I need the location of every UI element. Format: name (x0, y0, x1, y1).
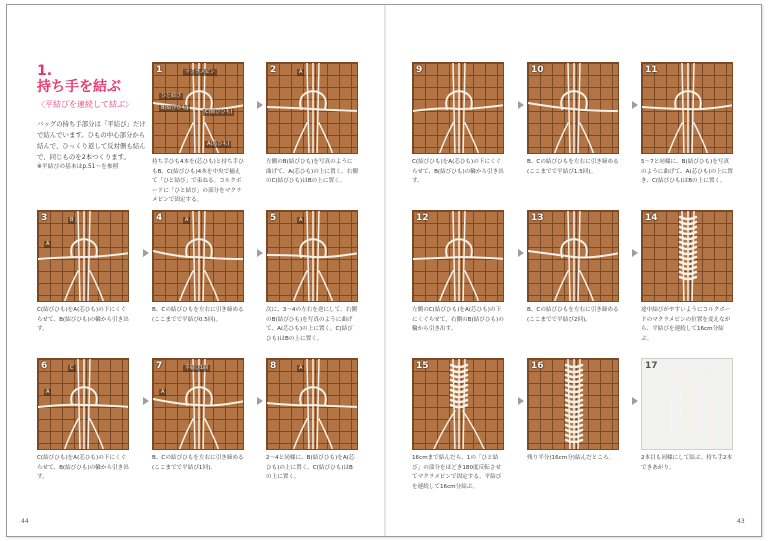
cord-strand (319, 271, 333, 302)
cord-strand (293, 123, 307, 154)
section-heading (37, 63, 121, 95)
cord-illustration (528, 63, 619, 154)
step-caption-5: 次に、3～4の左右を逆にして、右側のB(結びひも)を写真のように曲げて、A(芯ひも)の上に置く。C(結びひも)はBの上に置く。 (266, 307, 357, 342)
step-number: 5 (270, 213, 277, 223)
cord-strand (313, 109, 358, 111)
next-step-arrow-icon (257, 101, 263, 109)
cord-illustration (153, 359, 244, 450)
page-number-right: 43 (737, 518, 745, 525)
book-spread (6, 4, 762, 537)
step-number: 16 (531, 361, 544, 371)
photo-label: A (46, 241, 50, 247)
cord-strand (574, 109, 619, 111)
step-photo-11 (641, 62, 733, 154)
cord-strand (90, 271, 104, 302)
reference-note: ※平結びの基本はp.51～を参照 (37, 164, 119, 170)
step-photo-10 (527, 62, 619, 154)
cord-illustration (267, 63, 358, 154)
step-caption-9: C(結びひも)をA(芯ひも)の下にくぐらせて、B(結びひも)の輪から引き出す。 (412, 159, 504, 184)
cord-strand (688, 105, 733, 109)
section-title: 持ち手を結ぶ (37, 79, 121, 95)
step-photo-4 (152, 210, 244, 302)
cord-strand (439, 123, 453, 154)
cord-strand (319, 123, 333, 154)
step-photo-5 (266, 210, 358, 302)
cord-strand (465, 123, 479, 154)
cord-illustration (153, 211, 244, 302)
next-step-arrow-icon (257, 397, 263, 405)
cord-strand (642, 107, 688, 109)
cord-strand (680, 367, 686, 445)
cord-illustration (413, 211, 504, 302)
step-number: 17 (645, 361, 658, 371)
step-photo-9 (412, 62, 504, 154)
photo-label: B (70, 217, 74, 223)
cord-strand (84, 405, 129, 407)
cord-illustration (642, 63, 733, 154)
cord-strand (313, 405, 358, 407)
step-caption-14: 途中結びがやすいようにコルクボードのマクラメピンの位置を変えながら、平結びを連続して16cm分結ぶ。 (641, 307, 731, 342)
next-step-arrow-icon (257, 249, 263, 257)
cord-strand (528, 103, 574, 109)
section-number: 1. (37, 63, 53, 79)
step-number: 14 (645, 213, 658, 223)
cord-strand (413, 108, 459, 111)
cord-strand (413, 257, 459, 259)
step-number: 6 (41, 361, 48, 371)
cord-strand (179, 419, 193, 450)
cord-illustration (642, 359, 733, 450)
cord-strand (580, 271, 594, 302)
step-caption-11: 5～7と同様に、B(結びひも)を写真のように曲げて、A(芯ひも)の上に置き、C(結びひも)はBの上に置く。 (641, 159, 733, 184)
photo-label: A (46, 389, 50, 395)
cord-illustration (267, 211, 358, 302)
step-number: 4 (156, 213, 163, 223)
cord-illustration (38, 211, 129, 302)
cord-illustration (38, 359, 129, 450)
cord-strand (179, 123, 193, 154)
cord-strand (205, 123, 219, 154)
next-step-arrow-icon (518, 101, 524, 109)
next-step-arrow-icon (632, 249, 638, 257)
cord-illustration (528, 359, 619, 450)
step-photo-16 (527, 358, 619, 450)
step-number: 8 (270, 361, 277, 371)
step-number: 15 (416, 361, 429, 371)
cord-strand (439, 271, 453, 302)
step-caption-2: 左側のB(結びひも)を写真のように曲げて、A(芯ひも)の上に置く。右側のC(結びひも)はBの上に置く。 (266, 159, 358, 184)
step-caption-8: 2～4と同様に、B(結びひも)をA(芯ひも)の上に置く。C(結びひも)はBの上に置く。 (266, 455, 355, 480)
step-caption-17: 2本目も同様にして結ぶ。持ち手2本できあがり。 (641, 455, 733, 471)
step-number: 12 (416, 213, 429, 223)
step-photo-8 (266, 358, 358, 450)
cord-strand (199, 257, 244, 259)
step-photo-13 (527, 210, 619, 302)
step-number: 7 (156, 361, 163, 371)
cord-strand (293, 419, 307, 450)
photo-label: 平結び1回 (185, 365, 209, 371)
step-caption-7: B、Cの結びひもを左右に引き締める(ここまでで平結び1回)。 (152, 455, 244, 471)
photo-label: A (299, 365, 303, 371)
photo-label: A (299, 217, 303, 223)
cord-strand (153, 251, 199, 257)
cord-strand (205, 419, 219, 450)
cord-illustration (642, 211, 733, 302)
step-number: 1 (156, 65, 163, 75)
cord-strand (267, 403, 313, 405)
cord-strand (706, 367, 712, 445)
step-photo-2 (266, 62, 358, 154)
photo-label: ひと結び (161, 93, 182, 99)
cord-illustration (267, 359, 358, 450)
intro-text: バッグの持ち手部分は「平結び」だけで結んでいます。ひもの中心部分から結んで、ひっくり返して反対側も結んで、同じものを2本つくります。 (37, 120, 146, 161)
next-step-arrow-icon (143, 397, 149, 405)
next-step-arrow-icon (518, 249, 524, 257)
cord-strand (313, 253, 358, 257)
cord-strand (668, 123, 682, 154)
step-photo-12 (412, 210, 504, 302)
cord-strand (433, 411, 455, 450)
step-number: 9 (416, 65, 423, 75)
cord-strand (64, 271, 78, 302)
step-number: 11 (645, 65, 658, 75)
cord-strand (465, 271, 479, 302)
cord-illustration (413, 359, 504, 450)
next-step-arrow-icon (143, 249, 149, 257)
step-caption-13: B、Cの結びひもを左右に引き締める(ここまでで平結び2回)。 (527, 307, 619, 323)
cord-strand (694, 123, 708, 154)
section-subtitle: 〈平結びを連続して結ぶ〉 (37, 100, 133, 109)
page-number-left: 44 (21, 518, 29, 525)
cord-strand (693, 367, 698, 445)
step-caption-10: B、Cの結びひもを左右に引き締める(ここまでで平結び1.5回)。 (527, 159, 619, 175)
step-caption-4: B、Cの結びひもを左右に引き締める(ここまでで平結び0.5回)。 (152, 307, 244, 323)
step-photo-1 (152, 62, 244, 154)
cord-strand (667, 367, 672, 445)
next-step-arrow-icon (518, 397, 524, 405)
cord-strand (38, 257, 84, 259)
photo-label: C(結びひも) (205, 109, 233, 115)
next-step-arrow-icon (632, 397, 638, 405)
page-gutter (384, 5, 386, 536)
cord-strand (574, 253, 619, 258)
cord-strand (153, 399, 199, 405)
step-caption-12: 左側のC(結びひも)をA(芯ひも)の下にくぐらせて、右側のB(結びひも)の輪から引き出す。 (412, 307, 504, 332)
cord-strand (554, 271, 568, 302)
step-caption-6: C(結びひも)をA(芯ひも)の下にくぐらせて、B(結びひも)の輪から引き出す。 (37, 455, 129, 480)
step-caption-16: 残り半分(16cm分)結んだところ。 (527, 455, 615, 461)
step-photo-3 (37, 210, 129, 302)
step-photo-14 (641, 210, 733, 302)
cord-strand (199, 401, 244, 406)
cord-strand (84, 253, 129, 257)
cord-strand (528, 251, 574, 257)
cord-strand (90, 419, 104, 450)
cord-strand (580, 123, 594, 154)
step-caption-3: C(結びひも)をA(芯ひも)の下にくぐらせて、B(結びひも)の輪から引き出す。 (37, 307, 129, 332)
step-number: 13 (531, 213, 544, 223)
photo-label: A (161, 389, 165, 395)
step-photo-7 (152, 358, 244, 450)
photo-label: A (299, 69, 303, 75)
photo-label: C (70, 365, 74, 371)
step-number: 3 (41, 213, 48, 223)
cord-strand (38, 405, 84, 407)
cord-strand (179, 271, 193, 302)
step-photo-17 (641, 358, 733, 450)
step-number: 2 (270, 65, 277, 75)
step-caption-15: 16cmまで結んだら、1の「ひと結び」の部分をほどき180度反転させてマクラメピンで固定する。平結びを連続して16cm分結ぶ。 (412, 455, 502, 490)
cord-strand (267, 107, 313, 109)
cord-strand (267, 255, 313, 257)
step-number: 10 (531, 65, 544, 75)
photo-label: マクラメピン (185, 69, 215, 75)
step-photo-15 (412, 358, 504, 450)
photo-label: B(結びひも) (161, 105, 189, 111)
cord-strand (293, 271, 307, 302)
step-caption-1: 持ち手ひも4本を(芯ひも)と持ち手ひもB、C(結びひも)4本を中央で揃えて「ひと結び」で束ねる。コルクボードに「ひと結び」の部分をマクラメピンで固定する。 (152, 159, 244, 203)
cord-strand (64, 419, 78, 450)
next-step-arrow-icon (632, 101, 638, 109)
cord-illustration (413, 63, 504, 154)
cord-strand (463, 411, 485, 450)
cord-strand (554, 123, 568, 154)
cord-strand (319, 419, 333, 450)
cord-strand (459, 105, 504, 109)
cord-strand (459, 257, 504, 259)
photo-label: A(芯ひも) (207, 141, 230, 147)
cord-illustration (528, 211, 619, 302)
photo-label: A (185, 217, 189, 223)
cord-strand (205, 271, 219, 302)
step-photo-6 (37, 358, 129, 450)
